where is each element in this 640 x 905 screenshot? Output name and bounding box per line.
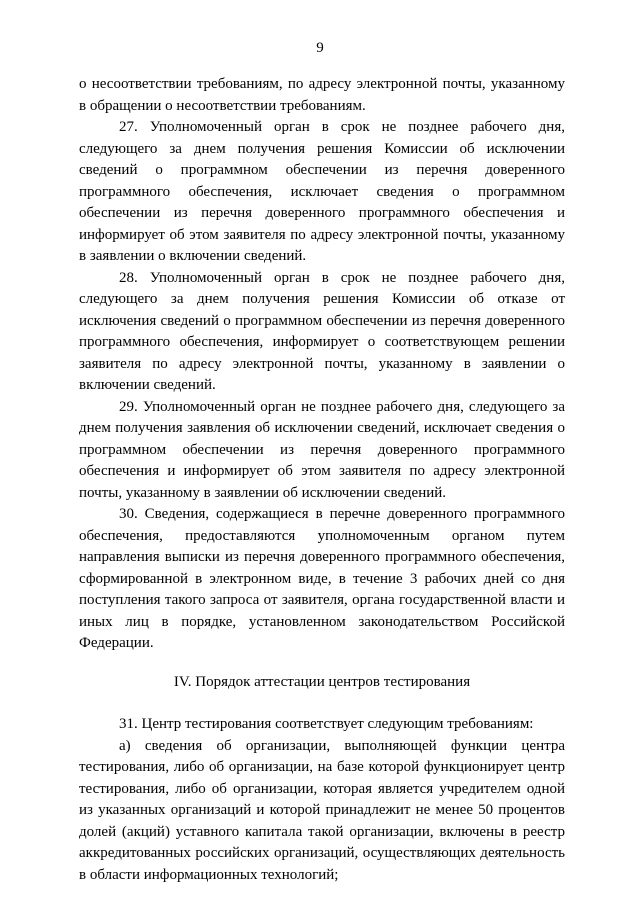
paragraph-31-a: а) сведения об организации, выполняющей функции центра тестирования, либо об организации, на базе которой функционирует центр тестирования, либо об организации, которая является учредителем одной из указанных организаций и которой принадлежит не менее 50 процентов долей (акций) уставного капитала такой организации, включены в реестр аккредитованных российских организаций, осуществляющих деятельность в области информационных технологий;: [79, 737, 565, 883]
paragraph-27: 27. Уполномоченный орган в срок не позднее рабочего дня, следующего за днем получения решения Комиссии об исключении сведений о программном обеспечении из перечня доверенного программного обеспечения, исключает сведения о программном обеспечении из перечня доверенного программного обеспечения и информирует об этом заявителя по адресу электронной почты, указанному в заявлении о включении сведений.: [79, 119, 565, 264]
section-heading: IV. Порядок аттестации центров тестирования: [173, 673, 471, 690]
paragraph-28: 28. Уполномоченный орган в срок не позднее рабочего дня, следующего за днем получения решения Комиссии об отказе от исключения сведений о программном обеспечении из перечня доверенного программного обеспечения, информирует о соответствующем решении заявителя по адресу электронной почты, указанному в заявлении о включении сведений.: [79, 269, 565, 393]
paragraph-29: 29. Уполномоченный орган не позднее рабочего дня, следующего за днем получения заявления об исключении сведений, исключает сведения о программном обеспечении из перечня доверенного программного обеспечения и информирует об этом заявителя по адресу электронной почты, указанному в заявлении об исключении сведений.: [79, 398, 565, 501]
paragraph-31: 31. Центр тестирования соответствует следующим требованиям:: [119, 716, 534, 732]
paragraph-30: 30. Сведения, содержащиеся в перечне доверенного программного обеспечения, предоставляются уполномоченным органом путем направления выписки из перечня доверенного программного обеспечения, сформированной в электронном виде, в течение 3 рабочих дней со дня поступления такого запроса от заявителя, органа государственной власти и иных лиц в порядке, установленном законодательством Российской Федерации.: [79, 506, 565, 651]
document-body: [79, 74, 565, 886]
page-number: 9: [316, 40, 324, 56]
paragraph-continuation: о несоответствии требованиям, по адресу электронной почты, указанному в обращении о несоответствии требованиям.: [79, 76, 565, 114]
